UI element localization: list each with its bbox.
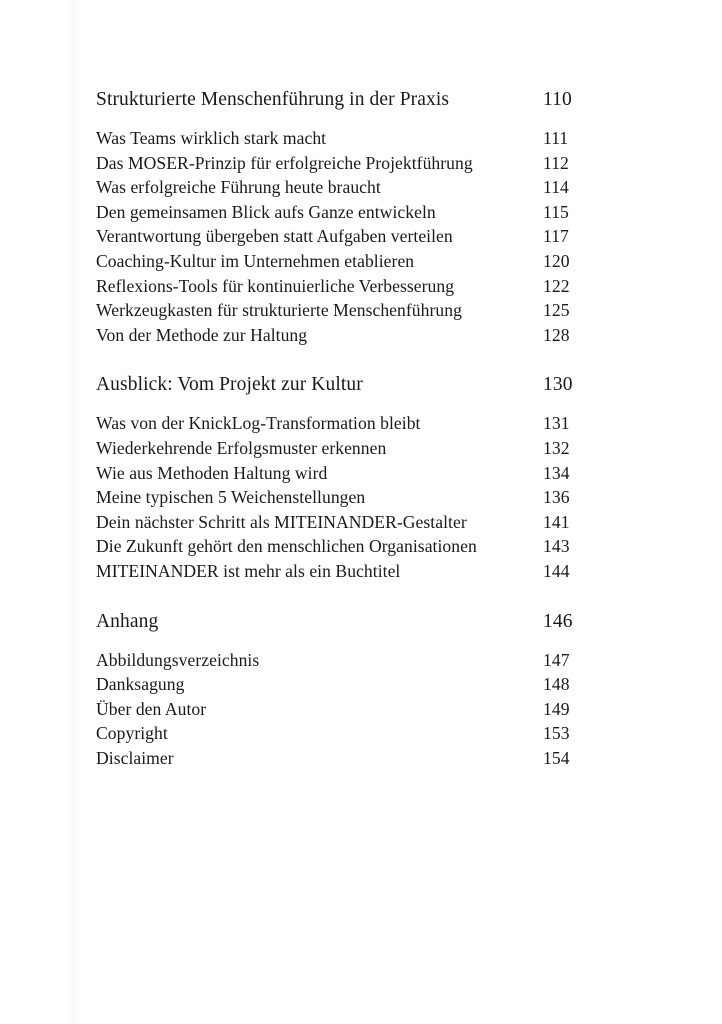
toc-section-heading[interactable] bbox=[96, 88, 626, 119]
toc-entry-page-number: 128 bbox=[543, 324, 570, 345]
toc-entry[interactable] bbox=[96, 672, 626, 697]
toc-entry-title: MITEINANDER ist mehr als ein Buchtitel bbox=[96, 560, 401, 581]
toc-entry-title: Was erfolgreiche Führung heute braucht bbox=[96, 177, 381, 198]
toc-entry-page-number: 141 bbox=[543, 511, 570, 532]
toc-entry[interactable] bbox=[96, 175, 626, 200]
toc-section bbox=[96, 88, 626, 347]
toc-entry[interactable] bbox=[96, 224, 626, 249]
toc-entry-page-number: 120 bbox=[543, 250, 570, 271]
toc-entry-title: Den gemeinsamen Blick aufs Ganze entwickeln bbox=[96, 201, 436, 222]
toc-entry[interactable] bbox=[96, 298, 626, 323]
toc-entry-page-number: 114 bbox=[543, 177, 569, 198]
toc-section-heading-title: Anhang bbox=[96, 610, 159, 632]
toc-entry-page-number: 111 bbox=[543, 128, 569, 148]
toc-entry-title: Dein nächster Schritt als MITEINANDER-Gestalter bbox=[96, 511, 467, 532]
toc-entry-page-number: 117 bbox=[543, 226, 569, 247]
toc-entry-page-number: 134 bbox=[543, 462, 570, 483]
toc-entry-page-number: 136 bbox=[543, 487, 570, 508]
toc-entry[interactable] bbox=[96, 249, 626, 274]
toc-section bbox=[96, 373, 626, 583]
toc-entry-title: Was von der KnickLog-Transformation bleibt bbox=[96, 413, 421, 434]
toc-entry-page-number: 132 bbox=[543, 437, 570, 458]
toc-entry[interactable] bbox=[96, 323, 626, 348]
toc-entry-title: Abbildungsverzeichnis bbox=[96, 649, 260, 670]
toc-entry[interactable] bbox=[96, 648, 626, 673]
toc-entry-page-number: 131 bbox=[543, 413, 570, 434]
toc-entry[interactable] bbox=[96, 697, 626, 722]
toc-entry-title: Was Teams wirklich stark macht bbox=[96, 128, 327, 148]
toc-entry-title: Über den Autor bbox=[96, 698, 207, 719]
scan-shadow bbox=[66, 0, 84, 1024]
toc-entry-page-number: 112 bbox=[543, 152, 569, 173]
toc-section-heading-title: Strukturierte Menschenführung in der Praxis bbox=[96, 89, 450, 110]
toc-entry-page-number: 125 bbox=[543, 300, 570, 321]
toc-entry-title: Disclaimer bbox=[96, 747, 174, 768]
toc-section-heading-title: Ausblick: Vom Projekt zur Kultur bbox=[96, 374, 363, 396]
toc-section-heading[interactable] bbox=[96, 373, 626, 404]
toc-section bbox=[96, 610, 626, 771]
toc-entry-title: Meine typischen 5 Weichenstellungen bbox=[96, 487, 366, 508]
toc-entry-title: Danksagung bbox=[96, 674, 185, 695]
toc-entry-page-number: 147 bbox=[543, 649, 570, 670]
toc-entry-page-number: 153 bbox=[543, 723, 570, 744]
toc-entry[interactable] bbox=[96, 721, 626, 746]
toc-entry[interactable] bbox=[96, 200, 626, 225]
toc-entry[interactable] bbox=[96, 411, 626, 436]
toc-section-heading[interactable] bbox=[96, 610, 626, 641]
toc-entry-title: Werkzeugkasten für strukturierte Menschenführung bbox=[96, 300, 462, 321]
toc-entry[interactable] bbox=[96, 151, 626, 176]
toc-entry-page-number: 144 bbox=[543, 560, 570, 581]
toc-entry-list bbox=[96, 411, 626, 583]
toc-entry-title: Die Zukunft gehört den menschlichen Organisationen bbox=[96, 536, 477, 557]
toc-section-heading-page-number: 130 bbox=[543, 374, 573, 396]
toc-entry-title: Von der Methode zur Haltung bbox=[96, 324, 308, 345]
toc-entry-title: Verantwortung übergeben statt Aufgaben verteilen bbox=[96, 226, 453, 247]
toc-entry[interactable] bbox=[96, 436, 626, 461]
toc-entry[interactable] bbox=[96, 274, 626, 299]
toc-entry[interactable] bbox=[96, 559, 626, 584]
toc-entry-page-number: 143 bbox=[543, 536, 570, 557]
toc-entry-title: Copyright bbox=[96, 723, 168, 744]
toc-entry-title: Wie aus Methoden Haltung wird bbox=[96, 462, 328, 483]
toc-entry-title: Coaching-Kultur im Unternehmen etablieren bbox=[96, 250, 415, 271]
toc-entry-page-number: 122 bbox=[543, 275, 570, 296]
toc-section-heading-page-number: 110 bbox=[543, 89, 572, 110]
toc-entry[interactable] bbox=[96, 126, 626, 151]
toc-entry-page-number: 154 bbox=[543, 747, 570, 768]
toc-entry-title: Das MOSER-Prinzip für erfolgreiche Projektführung bbox=[96, 152, 473, 173]
toc-entry-page-number: 115 bbox=[543, 201, 569, 222]
toc-entry-list bbox=[96, 126, 626, 347]
toc-entry[interactable] bbox=[96, 510, 626, 535]
toc-entry[interactable] bbox=[96, 534, 626, 559]
toc-section-heading-page-number: 146 bbox=[543, 610, 573, 632]
toc-entry[interactable] bbox=[96, 461, 626, 486]
toc-entry[interactable] bbox=[96, 746, 626, 771]
toc-entry[interactable] bbox=[96, 485, 626, 510]
toc-entry-page-number: 148 bbox=[543, 674, 570, 695]
toc-entry-title: Wiederkehrende Erfolgsmuster erkennen bbox=[96, 437, 387, 458]
toc-entry-title: Reflexions-Tools für kontinuierliche Verbesserung bbox=[96, 275, 455, 296]
toc-entry-page-number: 149 bbox=[543, 698, 570, 719]
toc-entry-list bbox=[96, 648, 626, 771]
table-of-contents bbox=[96, 88, 626, 770]
